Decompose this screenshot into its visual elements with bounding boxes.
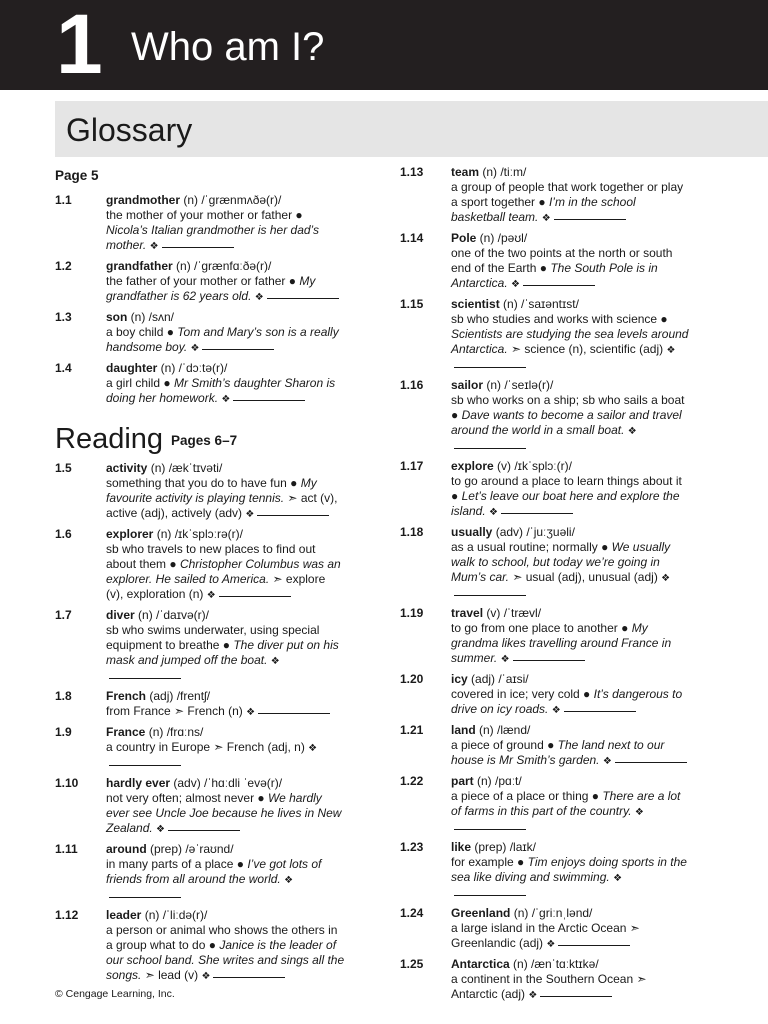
entry-headword: like [451,840,472,854]
entry-number: 1.13 [400,165,424,179]
glossary-entry [55,689,345,720]
glossary-entry [55,310,345,356]
entry-related-words: ➣ explore (v), exploration (n) [106,572,326,601]
translation-blank[interactable] [219,595,291,597]
entries-reading-left [55,461,345,984]
glossary-entry [55,193,345,254]
translation-blank[interactable] [109,677,181,679]
entry-definition: sb who works on a ship; sb who sails a boat ● [451,393,685,422]
entries-reading-right [400,165,690,1003]
diamond-icon: ❖ [627,426,637,437]
entry-part-of-speech: (v) /ˈtrævl/ [483,606,542,620]
diamond-icon: ❖ [602,756,612,767]
entry-number: 1.11 [55,842,78,856]
entry-number: 1.19 [400,606,424,620]
entry-related-words: ➣ science (n), scientific (adj) [507,342,664,356]
translation-blank[interactable] [267,297,339,299]
entry-headword: sailor [451,378,484,392]
entry-number: 1.17 [400,459,424,473]
entry-example: My grandma likes travelling around France in summer. [451,621,672,665]
translation-blank[interactable] [501,512,573,514]
entry-headword: son [106,310,128,324]
entry-number: 1.21 [400,723,424,737]
entry-definition: for example ● [451,855,528,869]
translation-blank[interactable] [168,829,240,831]
entry-part-of-speech: (n) /pəʊl/ [476,231,528,245]
entry-number: 1.24 [400,906,424,920]
glossary-entry [400,378,690,454]
translation-blank[interactable] [257,514,329,516]
entry-number: 1.8 [55,689,72,703]
entry-part-of-speech: (n) /ˈɡriːnˌlənd/ [510,906,593,920]
entry-example: My grandfather is 62 years old. [106,274,316,303]
entry-part-of-speech: (n) /tiːm/ [479,165,527,179]
entry-number: 1.20 [400,672,424,686]
entry-number: 1.23 [400,840,424,854]
entry-number: 1.4 [55,361,72,375]
entry-definition: sb who travels to new places to find out about them ● [106,542,316,571]
translation-blank[interactable] [513,659,585,661]
entry-example: The land next to our house is Mr Smith’s garden. [451,738,665,767]
entry-definition: a person or animal who shows the others in a group what to do ● [106,923,338,952]
entry-definition: a continent in the Southern Ocean ➣ Antarctic (adj) [451,972,647,1001]
diamond-icon: ❖ [528,990,538,1001]
entry-headword: explore [451,459,494,473]
diamond-icon: ❖ [206,590,216,601]
entry-part-of-speech: (n) /ˈɡrænmʌðə(r)/ [180,193,282,207]
entry-headword: grandmother [106,193,181,207]
section-page-5: Page 5 [55,168,99,183]
entry-example: My favourite activity is playing tennis. [106,476,317,505]
glossary-entry [55,461,345,522]
glossary-entry [400,957,690,1003]
glossary-entry [400,672,690,718]
copyright-footer: © Cengage Learning, Inc. [55,988,175,1000]
entry-headword: Greenland [451,906,511,920]
entry-definition: a girl child ● [106,376,174,390]
entry-number: 1.18 [400,525,424,539]
entries-page-5 [55,193,345,407]
diamond-icon: ❖ [634,807,644,818]
entry-example: Dave wants to become a sailor and travel around the world in a small boat. [451,408,682,437]
entry-part-of-speech: (prep) /laɪk/ [471,840,536,854]
entry-example: Tom and Mary’s son is a really handsome boy. [106,325,339,354]
glossary-entry [55,527,345,603]
entry-definition: one of the two points at the north or south end of the Earth ● [451,246,673,275]
entry-headword: diver [106,608,135,622]
glossary-header [55,101,768,157]
entry-example: Scientists are studying the sea levels around Antarctica. [451,327,689,356]
glossary-entry [400,840,690,901]
entry-definition: a country in Europe ➣ French (adj, n) [106,740,305,754]
entry-definition: to go from one place to another ● [451,621,632,635]
entry-headword: activity [106,461,148,475]
entry-headword: travel [451,606,484,620]
entry-headword: part [451,774,474,788]
entry-definition: a piece of a place or thing ● [451,789,603,803]
entry-part-of-speech: (n) /ˈdɔːtə(r)/ [157,361,228,375]
translation-blank[interactable] [202,348,274,350]
translation-blank[interactable] [258,712,330,714]
entry-part-of-speech: (n) /ˈɡrænfɑːðə(r)/ [172,259,272,273]
translation-blank[interactable] [615,761,687,763]
translation-blank[interactable] [554,218,626,220]
glossary-entry [400,906,690,952]
entry-example: Nicola’s Italian grandmother is her dad’s mother. [106,223,320,252]
unit-number: 1 [56,0,103,91]
entry-example: We usually walk to school, but today we’re going in Mum’s car. [451,540,671,584]
entry-definition: a group of people that work together or play a sport together ● [451,180,684,209]
glossary-entry [55,725,345,771]
entry-definition: a piece of ground ● [451,738,558,752]
entry-definition: the father of your mother or father ● [106,274,300,288]
glossary-title: Glossary [66,112,193,148]
reading-heading: Reading [55,423,164,455]
entry-number: 1.16 [400,378,424,392]
entry-part-of-speech: (n) /frɑːns/ [145,725,204,739]
diamond-icon: ❖ [546,939,556,950]
entry-example: It’s dangerous to drive on icy roads. [451,687,683,716]
entry-part-of-speech: (adj) /ˈaɪsi/ [467,672,529,686]
entry-headword: hardly ever [106,776,171,790]
translation-blank[interactable] [162,246,234,248]
entry-definition: not very often; almost never ● [106,791,268,805]
translation-blank[interactable] [109,896,181,898]
entry-number: 1.2 [55,259,72,273]
entry-definition: the mother of your mother or father ● [106,208,303,222]
entry-example: Christopher Columbus was an explorer. He sailed to America. [106,557,341,586]
glossary-entry [55,608,345,684]
translation-blank[interactable] [454,894,526,896]
entry-headword: France [106,725,146,739]
translation-blank[interactable] [213,976,285,978]
entry-definition: sb who swims underwater, using special equipment to breathe ● [106,623,320,652]
entry-example: Mr Smith’s daughter Sharon is doing her homework. [106,376,336,405]
entry-headword: grandfather [106,259,173,273]
diamond-icon: ❖ [613,873,623,884]
entry-part-of-speech: (prep) /əˈraʊnd/ [146,842,234,856]
glossary-entry [55,776,345,837]
glossary-entry [400,297,690,373]
translation-blank[interactable] [523,284,595,286]
entry-example: I’ve got lots of friends from all around the world. [106,857,322,886]
entry-example: There are a lot of farms in this part of the country. [451,789,681,818]
entry-headword: team [451,165,480,179]
entry-headword: daughter [106,361,158,375]
diamond-icon: ❖ [246,707,256,718]
entry-part-of-speech: (n) /pɑːt/ [473,774,522,788]
entry-related-words: ➣ lead (v) [141,968,199,982]
entry-definition: as a usual routine; normally ● [451,540,612,554]
diamond-icon: ❖ [149,241,159,252]
entry-part-of-speech: (adv) /ˈjuːʒuəli/ [492,525,575,539]
glossary-entry [400,774,690,835]
diamond-icon: ❖ [156,824,166,835]
reading-pages: Pages 6–7 [171,433,238,448]
entry-part-of-speech: (adj) /frentʃ/ [146,689,211,703]
entry-headword: leader [106,908,142,922]
entry-number: 1.6 [55,527,72,541]
entry-part-of-speech: (n) /lænd/ [475,723,531,737]
entry-part-of-speech: (v) /ɪkˈsplɔː(r)/ [493,459,572,473]
entry-example: Let’s leave our boat here and explore the island. [451,489,680,518]
diamond-icon: ❖ [308,743,318,754]
translation-blank[interactable] [109,764,181,766]
entry-number: 1.25 [400,957,424,971]
entry-definition: a large island in the Arctic Ocean ➣ Greenlandic (adj) [451,921,640,950]
entry-definition: from France ➣ French (n) [106,704,243,718]
glossary-entry [400,525,690,601]
unit-title: Who am I? [131,25,325,69]
entry-number: 1.1 [55,193,72,207]
translation-blank[interactable] [454,447,526,449]
translation-blank[interactable] [454,594,526,596]
translation-blank[interactable] [233,399,305,401]
entry-definition: sb who studies and works with science ● [451,312,668,326]
glossary-column-left [55,165,345,989]
entry-definition: covered in ice; very cold ● [451,687,594,701]
entry-number: 1.15 [400,297,424,311]
diamond-icon: ❖ [190,343,200,354]
diamond-icon: ❖ [284,875,294,886]
entry-headword: around [106,842,147,856]
entry-number: 1.3 [55,310,72,324]
translation-blank[interactable] [564,710,636,712]
section-reading [55,419,345,459]
translation-blank[interactable] [454,366,526,368]
entry-part-of-speech: (n) /sʌn/ [127,310,175,324]
diamond-icon: ❖ [551,705,561,716]
entry-example: I’m in the school basketball team. [451,195,636,224]
entry-definition: something that you do to have fun ● [106,476,301,490]
diamond-icon: ❖ [489,507,498,518]
translation-blank[interactable] [558,944,630,946]
entry-number: 1.14 [400,231,424,245]
entry-part-of-speech: (n) /ˈdaɪvə(r)/ [134,608,209,622]
translation-blank[interactable] [454,828,526,830]
entry-part-of-speech: (n) /ækˈtɪvəti/ [147,461,223,475]
entry-definition: a boy child ● [106,325,178,339]
entry-definition: to go around a place to learn things about it ● [451,474,682,503]
entry-part-of-speech: (n) /ɪkˈsplɔːrə(r)/ [153,527,243,541]
diamond-icon: ❖ [270,656,280,667]
entry-number: 1.10 [55,776,79,790]
glossary-entry [55,908,345,984]
diamond-icon: ❖ [221,394,231,405]
unit-header [0,0,768,90]
diamond-icon: ❖ [201,971,211,982]
diamond-icon: ❖ [661,573,671,584]
entry-headword: Pole [451,231,477,245]
entry-number: 1.9 [55,725,72,739]
diamond-icon: ❖ [511,279,521,290]
glossary-entry [400,723,690,769]
entry-headword: icy [451,672,468,686]
entry-part-of-speech: (n) /ˈliːdə(r)/ [141,908,208,922]
entry-example: Janice is the leader of our school band. She writes and sings all the songs. [106,938,345,982]
diamond-icon: ❖ [666,345,676,356]
entry-headword: scientist [451,297,500,311]
entry-headword: Antarctica [451,957,510,971]
entry-number: 1.7 [55,608,72,622]
entry-related-words: ➣ usual (adj), unusual (adj) [509,570,658,584]
diamond-icon: ❖ [541,213,551,224]
entry-headword: usually [451,525,493,539]
diamond-icon: ❖ [500,654,510,665]
diamond-icon: ❖ [245,509,255,520]
entry-headword: land [451,723,476,737]
entry-example: The diver put on his mask and jumped off the boat. [106,638,339,667]
entry-part-of-speech: (n) /ænˈtɑːktɪkə/ [509,957,599,971]
entry-part-of-speech: (n) /ˈseɪlə(r)/ [483,378,554,392]
entry-headword: French [106,689,147,703]
entry-part-of-speech: (adv) /ˈhɑːdli ˈevə(r)/ [170,776,283,790]
entry-number: 1.22 [400,774,424,788]
glossary-column-right [400,165,690,1008]
entry-example: We hardly ever see Uncle Joe because he lives in New Zealand. [106,791,342,835]
glossary-entry [400,606,690,667]
entry-example: The South Pole is in Antarctica. [451,261,658,290]
glossary-entry [55,361,345,407]
diamond-icon: ❖ [254,292,264,303]
entry-definition: in many parts of a place ● [106,857,248,871]
glossary-entry [400,165,690,226]
entry-number: 1.5 [55,461,72,475]
entry-number: 1.12 [55,908,79,922]
glossary-entry [400,231,690,292]
translation-blank[interactable] [540,995,612,997]
entry-related-words: ➣ act (v), active (adj), actively (adv) [106,491,338,520]
glossary-entry [55,842,345,903]
entry-example: Tim enjoys doing sports in the sea like diving and swimming. [451,855,687,884]
entry-headword: explorer [106,527,154,541]
entry-part-of-speech: (n) /ˈsaɪəntɪst/ [499,297,579,311]
glossary-entry [400,459,690,520]
glossary-entry [55,259,345,305]
